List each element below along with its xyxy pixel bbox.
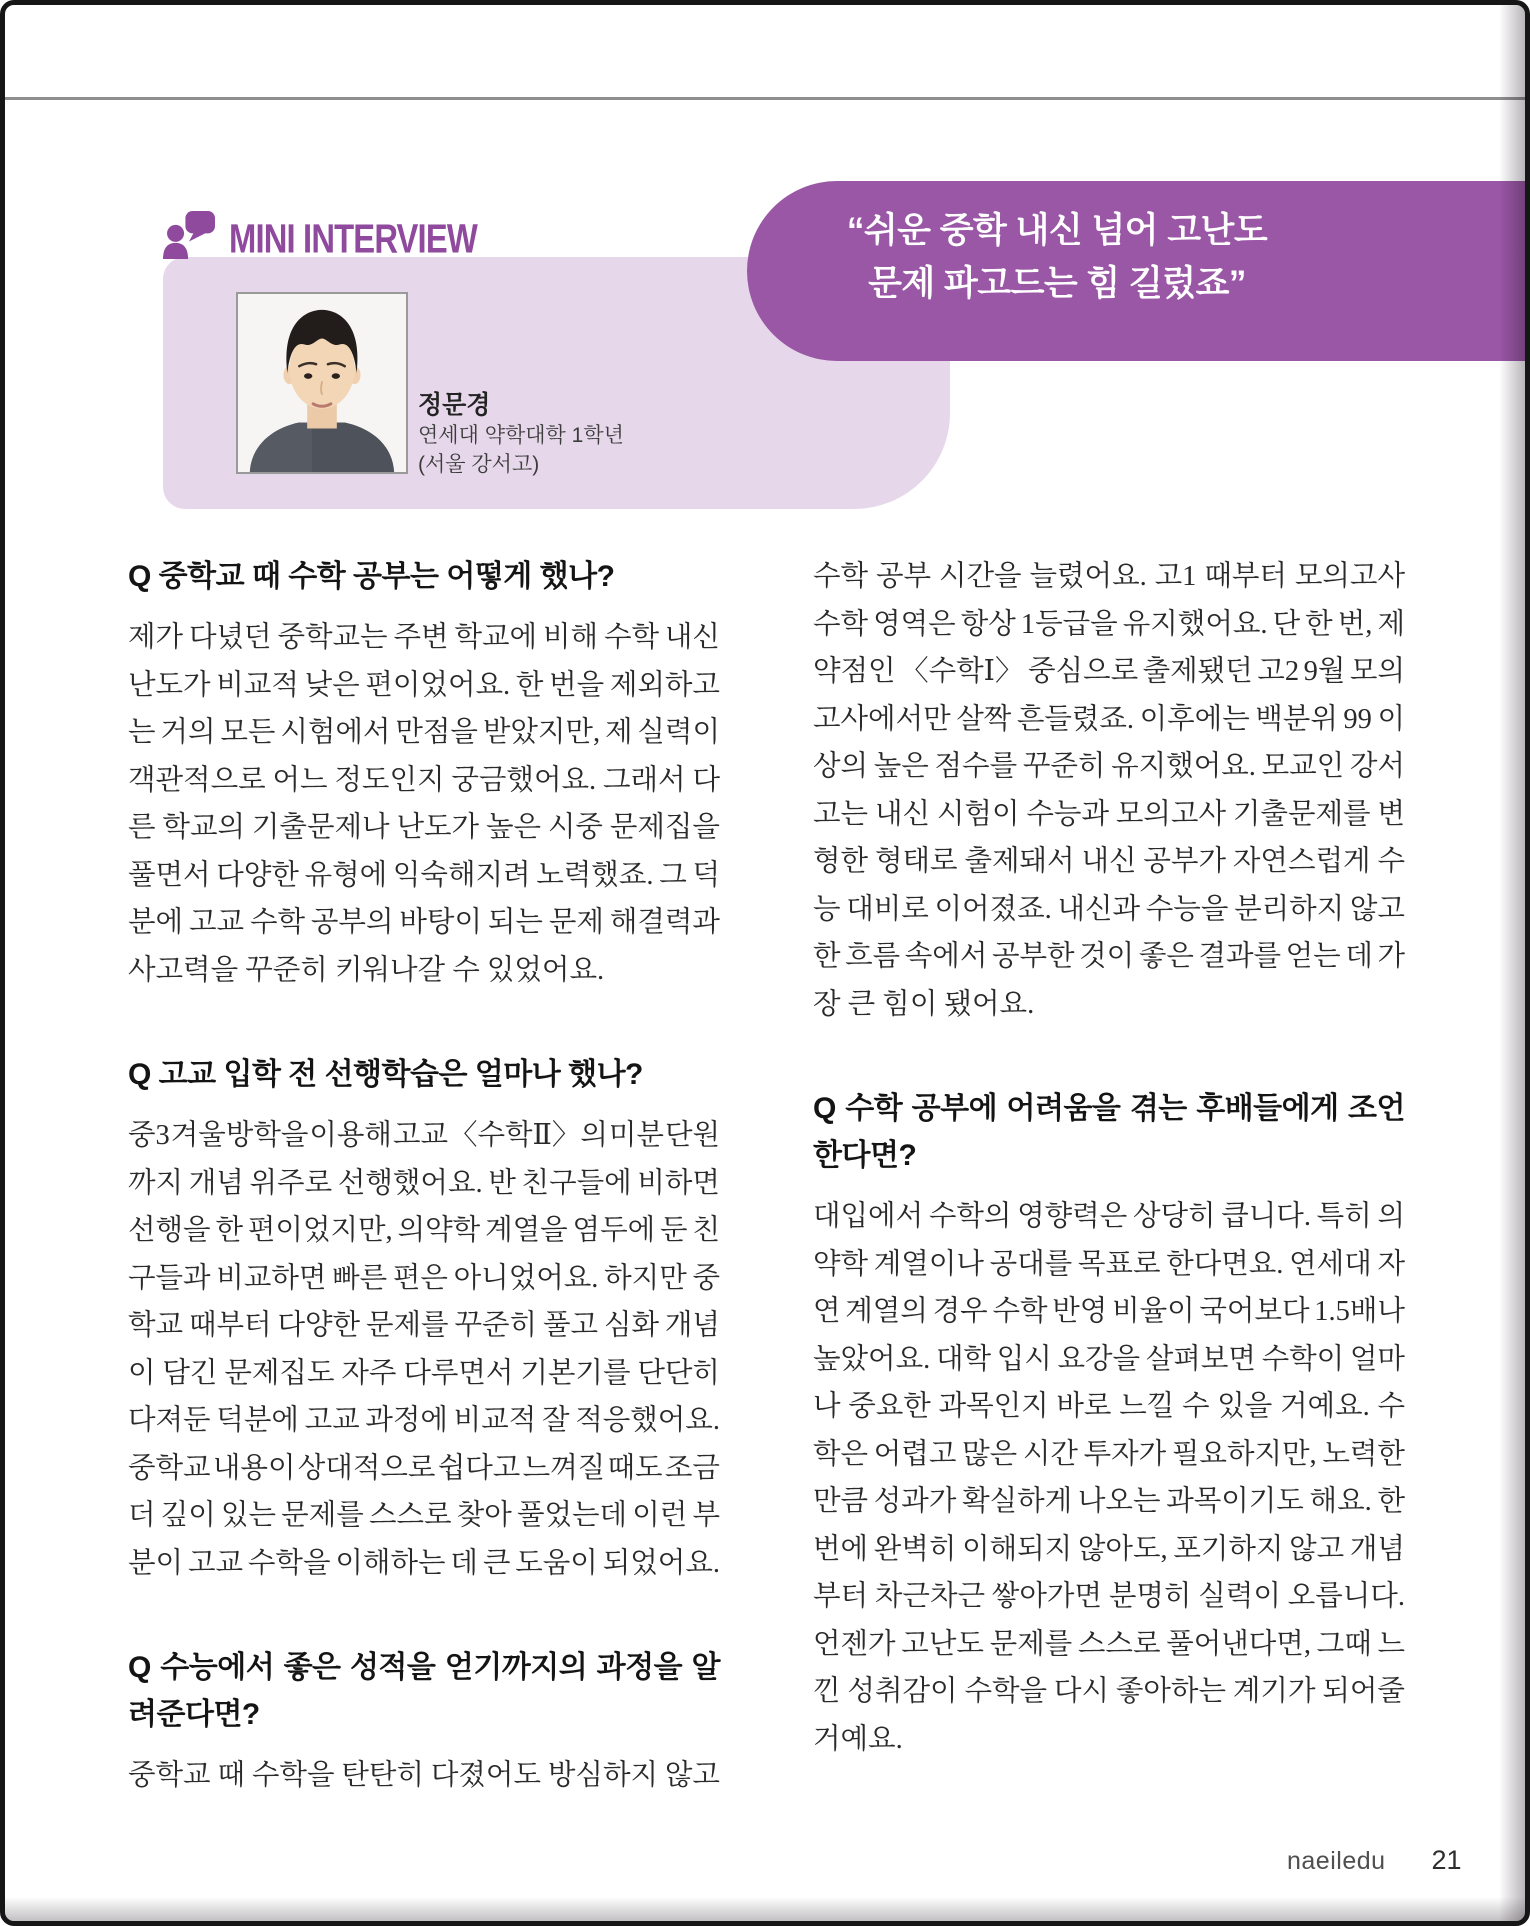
text-line: 학은 어렵고 많은 시간 투자가 필요하지만, 노력한 (813, 1438, 1405, 1470)
quote-line-1: “쉬운 중학 내신 넘어 고난도 (846, 211, 1268, 250)
scan-shadow-bottom (5, 1897, 1525, 1921)
text-line: 려준다면? (128, 1698, 260, 1731)
text-line: 구들과 비교하면 빠른 편은 아니었어요. 하지만 중 (128, 1262, 720, 1294)
question-heading (128, 1644, 720, 1738)
student-photo (236, 292, 408, 474)
answer-paragraph (813, 553, 1405, 1028)
text-line: 약학 계열이나 공대를 목표로 한다면요. 연세대 자 (813, 1248, 1405, 1280)
magazine-brand: naeiledu (1287, 1847, 1386, 1875)
text-line: 객관적으로 어느 정도인지 궁금했어요. 그래서 다 (128, 764, 720, 796)
text-line: Q 고교 입학 전 선행학습은 얼마나 했나? (128, 1058, 643, 1091)
column-left (128, 553, 720, 1800)
student-highschool: (서울 강서고) (418, 453, 540, 476)
pull-quote (792, 204, 1322, 310)
section-header (163, 211, 524, 261)
text-line: 상의 높은 점수를 꾸준히 유지했어요. 모교인 강서 (813, 751, 1405, 782)
text-line: 선행을 한 편이었지만, 의약학 계열을 염두에 둔 친 (128, 1215, 720, 1246)
text-line: 중3 겨울방학을 이용해 고교 〈수학Ⅱ〉의 미분 단원 (128, 1120, 720, 1151)
text-line: 난도가 비교적 낮은 편이었어요. 한 번을 제외하고 (128, 669, 720, 701)
quote-line-2: 문제 파고드는 힘 길렀죠” (868, 264, 1246, 303)
text-line: 분에 고교 수학 공부의 바탕이 되는 문제 해결력과 (128, 907, 720, 938)
text-line: 까지 개념 위주로 선행했어요. 반 친구들에 비하면 (128, 1167, 720, 1199)
text-line: 능 대비로 이어졌죠. 내신과 수능을 분리하지 않고 (813, 893, 1405, 925)
text-line: 낀 성취감이 수학을 다시 좋아하는 계기가 되어줄 (813, 1676, 1405, 1707)
text-line: 한다면? (813, 1139, 917, 1172)
page-footer (1287, 1845, 1462, 1876)
text-line: 는 거의 모든 시험에서 만점을 받았지만, 제 실력이 (128, 717, 720, 748)
text-line: 연 계열의 경우 수학 반영 비율이 국어보다 1.5배나 (813, 1296, 1405, 1327)
text-line: 다져둔 덕분에 고교 과정에 비교적 잘 적응했어요. (128, 1405, 720, 1436)
text-line: 수학 공부 시간을 늘렸어요. 고1 때부터 모의고사 (813, 561, 1405, 592)
question-heading (128, 1051, 720, 1098)
text-line: 중학교 때 수학을 탄탄히 다졌어도 방심하지 않고 (128, 1760, 720, 1791)
answer-paragraph (128, 1752, 720, 1800)
text-line: 학교 때부터 다양한 문제를 꾸준히 풀고 심화 개념 (128, 1310, 720, 1341)
page-top-rule (5, 97, 1525, 100)
student-name: 정문경 (418, 391, 491, 419)
answer-paragraph (128, 614, 720, 994)
text-line: Q 수능에서 좋은 성적을 얻기까지의 과정을 알 (128, 1651, 720, 1684)
text-line: 수학 영역은 항상 1등급을 유지했어요. 단 한 번, 제 (813, 608, 1405, 640)
text-line: 사고력을 꾸준히 키워나갈 수 있었어요. (128, 954, 605, 986)
text-line: 나 중요한 과목인지 바로 느낄 수 있을 거예요. 수 (813, 1391, 1405, 1422)
text-line: 만큼 성과가 확실하게 나오는 과목이기도 해요. 한 (813, 1486, 1405, 1517)
text-line: 번에 완벽히 이해되지 않아도, 포기하지 않고 개념 (813, 1533, 1405, 1565)
text-line: 부터 차근차근 쌓아가면 분명히 실력이 오릅니다. (813, 1581, 1405, 1612)
text-line: 거예요. (813, 1723, 903, 1755)
text-line: Q 수학 공부에 어려움을 겪는 후배들에게 조언 (813, 1092, 1405, 1125)
interview-article (128, 553, 1405, 1800)
column-right (813, 553, 1405, 1800)
text-line: 더 깊이 있는 문제를 스스로 찾아 풀었는데 이런 부 (128, 1500, 720, 1531)
text-line: 풀면서 다양한 유형에 익숙해지려 노력했죠. 그 덕 (128, 859, 720, 891)
question-heading (128, 553, 720, 600)
text-line: Q 중학교 때 수학 공부는 어떻게 했나? (128, 560, 615, 593)
text-line: 대입에서 수학의 영향력은 상당히 큽니다. 특히 의 (813, 1201, 1405, 1232)
text-line: 높았어요. 대학 입시 요강을 살펴보면 수학이 얼마 (813, 1343, 1405, 1375)
text-line: 언젠가 고난도 문제를 스스로 풀어낸다면, 그때 느 (813, 1628, 1405, 1660)
text-line: 제가 다녔던 중학교는 주변 학교에 비해 수학 내신 (128, 622, 720, 653)
student-affiliation: 연세대 약학대학 1학년 (418, 424, 624, 447)
text-line: 형한 형태로 출제돼서 내신 공부가 자연스럽게 수 (813, 846, 1405, 877)
quote-banner (747, 181, 1525, 361)
text-line: 한 흐름 속에서 공부한 것이 좋은 결과를 얻는 데 가 (813, 941, 1405, 972)
text-line: 고는 내신 시험이 수능과 모의고사 기출문제를 변 (813, 798, 1405, 830)
text-line: 고사에서만 살짝 흔들렸죠. 이후에는 백분위 99 이 (813, 703, 1405, 735)
question-heading (813, 1085, 1405, 1179)
profile-info (418, 389, 624, 479)
text-line: 분이 고교 수학을 이해하는 데 큰 도움이 되었어요. (128, 1547, 720, 1579)
section-title: MINI INTERVIEW (229, 217, 477, 262)
page-number: 21 (1431, 1845, 1462, 1875)
text-line: 약점인 〈수학Ⅰ〉 중심으로 출제됐던 고2 9월 모의 (813, 656, 1405, 687)
interview-speech-bubble-icon (163, 211, 215, 261)
answer-paragraph (128, 1112, 720, 1587)
text-line: 른 학교의 기출문제나 난도가 높은 시중 문제집을 (128, 812, 720, 843)
text-line: 이 담긴 문제집도 자주 다루면서 기본기를 단단히 (128, 1357, 720, 1389)
answer-paragraph (813, 1193, 1405, 1763)
text-line: 장 큰 힘이 됐어요. (813, 988, 1035, 1020)
text-line: 중학교 내용이 상대적으로 쉽다고 느껴질 때도 조금 (128, 1452, 720, 1484)
